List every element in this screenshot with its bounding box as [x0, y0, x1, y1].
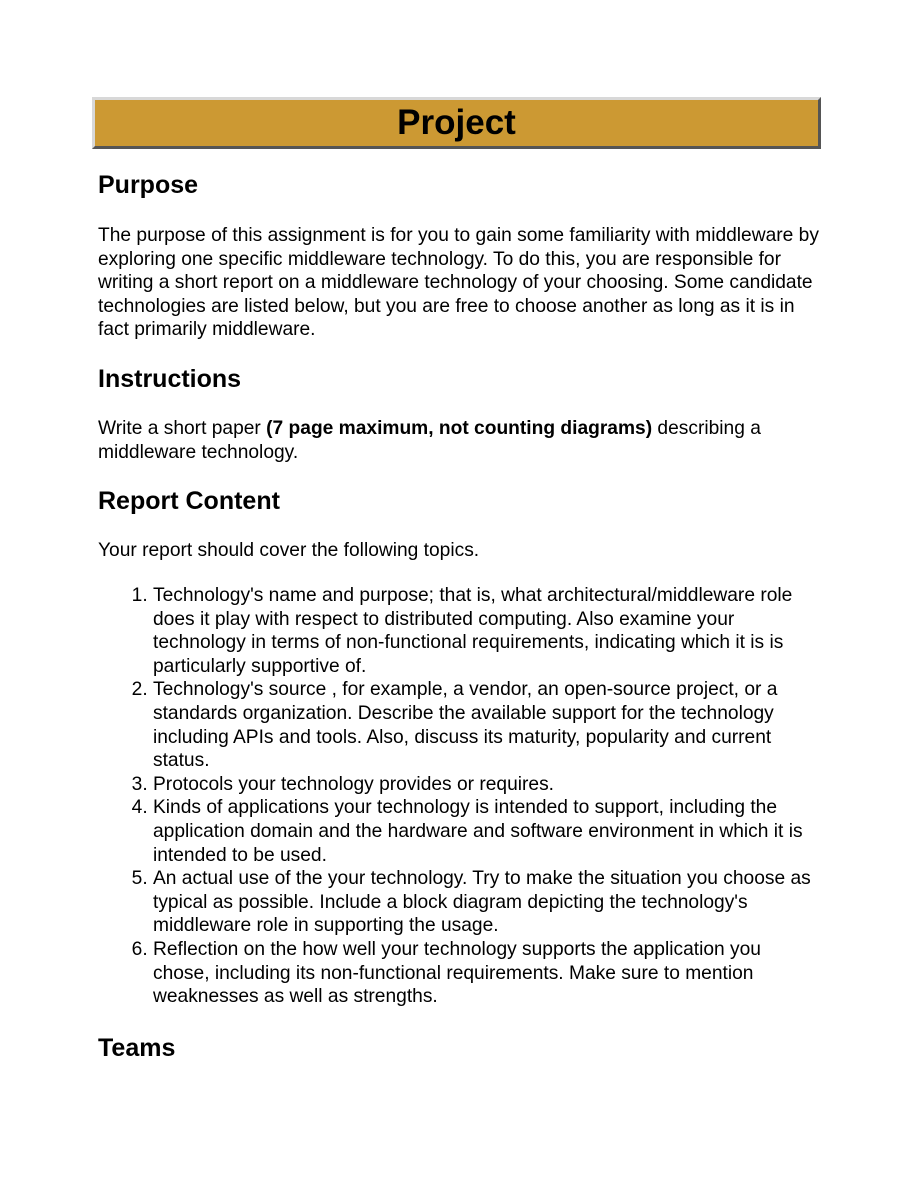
topic-item: 1. Technology's name and purpose; that is, what architectural/middleware role does it play with respect to distributed computing. Also examine your technology in terms of non-functional requirements, indicating which it is is particularly supportive of. — [153, 584, 820, 678]
topic-item: 6. Reflection on the how well your technology supports the application you chose, including its non-functional requirements. Make sure to mention weaknesses as well as strengths. — [153, 938, 820, 1009]
purpose-text: The purpose of this assignment is for you to gain some familiarity with middleware by exploring one specific middleware technology. To do this, you are responsible for writing a short report on a middleware technology of your choosing. Some candidate technologies are listed below, but you are free to choose another as long as it is in fact primarily middleware. — [98, 225, 819, 341]
purpose-heading: Purpose — [98, 171, 199, 199]
topic-item: 4. Kinds of applications your technology is intended to support, including the application domain and the hardware and software environment in which it is intended to be used. — [153, 796, 820, 867]
topic-item: 2. Technology's source , for example, a vendor, an open-source project, or a standards organization. Describe the available support for the technology including APIs and tools. Also, discuss its maturity, popularity and current status. — [153, 678, 820, 772]
page-title: Project — [397, 103, 516, 142]
report-content-heading: Report Content — [98, 487, 280, 515]
page-limit-note: (7 page maximum, not counting diagrams) — [266, 418, 653, 439]
teams-heading: Teams — [98, 1034, 176, 1062]
topic-item: 5. An actual use of the your technology. Try to make the situation you choose as typical as possible. Include a block diagram depicting the technology's middleware role in supporting the usage. — [153, 867, 820, 938]
instructions-text-before: Write a short paper — [98, 418, 267, 439]
instructions-text-after: describing a middleware technology. — [98, 418, 761, 463]
instructions-heading: Instructions — [98, 365, 242, 393]
topic-item: 3. Protocols your technology provides or requires. — [153, 773, 820, 797]
title-banner — [92, 97, 821, 149]
report-content-intro: Your report should cover the following topics. — [98, 540, 480, 561]
topics-list — [98, 584, 820, 1009]
instructions-text — [98, 417, 820, 464]
